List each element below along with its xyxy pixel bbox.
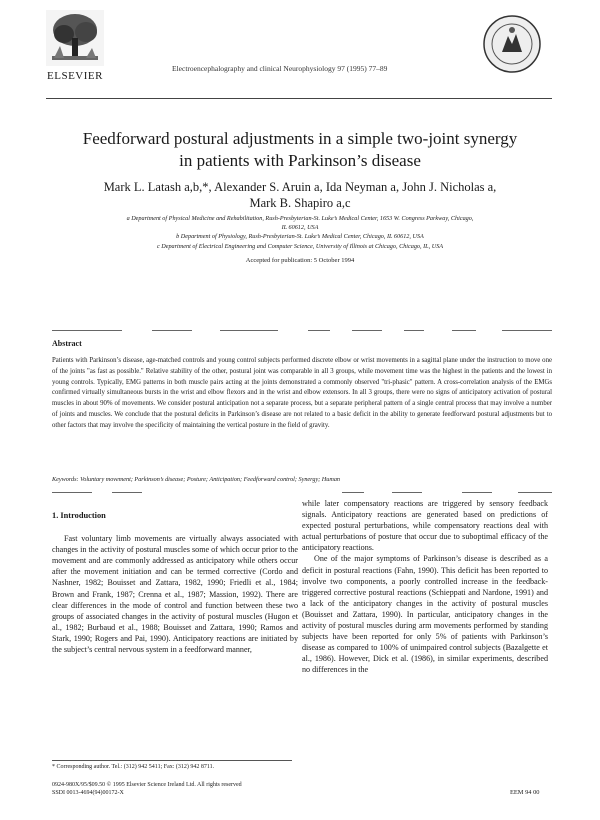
affiliations: [50, 214, 550, 251]
article-title: [60, 128, 540, 172]
keywords: Keywords: Voluntary movement; Parkinson’s disease; Posture; Anticipation; Feedforward control; Synergy; Human: [52, 476, 341, 483]
journal-citation: Electroencephalography and clinical Neurophysiology 97 (1995) 77–89: [172, 64, 388, 73]
journal-seal-icon: [482, 14, 542, 74]
author-list: [60, 179, 540, 211]
affiliation-line: IL 60612, USA: [281, 224, 319, 232]
section-divider: [52, 330, 552, 334]
title-line: in patients with Parkinson’s disease: [179, 151, 421, 170]
corresponding-author-footnote: * Corresponding author. Tel.: (312) 942 5411; Fax: (312) 942 8711.: [52, 760, 292, 770]
authors-line: Mark L. Latash a,b,*, Alexander S. Aruin a, Ida Neyman a, John J. Nicholas a,: [103, 180, 497, 194]
affiliation-line: c Department of Electrical Engineering and Computer Science, University of Illinois at Chicago, Chicago, IL, USA: [156, 242, 444, 250]
body-paragraph: Fast voluntary limb movements are virtually always associated with changes in the activity of postural muscles some of which occur prior to the movement and are commonly addressed as anticipatory while others occur after the movement initiation and can be termed corrective (Cordo and Nashner, 1982; Bouisset and Zattara, 1982, 1990; Friedli et al., 1984; Brown and Frank, 1987; Crenna et al., 1987; Massion, 1992). There are clear differences in the mode of control and function between these two groups of associated changes in the activity of postural muscles (Hugon et al., 1982; Burbaud et al., 1988; Bouisset and Zattara, 1990; Ramos and Stark, 1990; Rogers and Pai, 1990). Anticipatory reactions are initiated by the subject’s central nervous system in a feedforward manner,: [52, 534, 298, 655]
abstract-heading: Abstract: [52, 339, 82, 348]
affiliation-line: b Department of Physiology, Rush-Presbyterian-St. Luke’s Medical Center, Chicago, IL 60612, USA: [176, 233, 424, 241]
keywords-divider: [52, 492, 552, 496]
copyright-notice: [52, 781, 352, 798]
copyright-line: 0924-980X/95/$09.50 © 1995 Elsevier Science Ireland Ltd. All rights reserved: [52, 782, 242, 788]
elsevier-logo: [46, 10, 104, 82]
elsevier-tree-icon: [46, 10, 104, 66]
body-paragraph: while later compensatory reactions are triggered by sensory feedback signals. Anticipatory reactions are generated based on predictions of expected postural perturbations, while compensatory reactions deal with actual perturbations of posture that occur due to suboptimal efficacy of the anticipatory reactions.: [302, 499, 548, 553]
copyright-line: SSDI 0013-4694(94)00172-X: [52, 790, 124, 797]
abstract-text: Patients with Parkinson’s disease, age-matched controls and young control subjects performed discrete elbow or wrist movements in a sagittal plane under the instruction to move one of the joints "as fast as possible." Relative stability of the other, postural joint was comparable in all 3 groups, while movement time was the highest in the patients and the lowest in young controls. Typically, EMG patterns in both muscle pairs acting at the joints demonstrated a commonly observed "tri-phasic" pattern. A cross-correlation analysis of the EMGs confirmed virtually simultaneous bursts in the wrist and elbow flexors and in the wrist and elbow extensors. In all 3 groups, there were no signs of anticipatory activation of postural muscles in about 90% of movements. We consider postural anticipation not a separate process, but a separate peripheral pattern of a single central process that may involve a number of joints and muscles. We conclude that the postural deficits in Parkinson’s disease are not related to a basic deficit in the ability to generate feedforward postural adjustments but to other factors that may involve the specificity of maintaining the vertical posture in the field of gravity.: [52, 357, 552, 429]
title-line: Feedforward postural adjustments in a simple two-joint synergy: [82, 129, 518, 148]
right-column: [302, 498, 548, 676]
header-rule: [46, 98, 552, 99]
authors-line: Mark B. Shapiro a,c: [249, 196, 351, 210]
introduction-heading: 1. Introduction: [52, 511, 106, 520]
publisher-name: ELSEVIER: [47, 70, 103, 82]
affiliation-line: a Department of Physical Medicine and Rehabilitation, Rush-Presbyterian-St. Luke’s Medical Center, 1653 W. Congress Parkway, Chicago,: [126, 215, 474, 222]
manuscript-code: EEM 94 00: [510, 789, 540, 796]
accepted-date: Accepted for publication: 5 October 1994: [245, 257, 355, 264]
left-column: [52, 510, 298, 655]
body-paragraph: One of the major symptoms of Parkinson’s disease is described as a deficit in postural reactions (Fahn, 1990). This deficit has been reported to involve two components, a poorly controlled increase in the feedback-triggered corrective postural reactions (Schieppati and Nardone, 1991) and a lack of the anticipatory changes in the activity of postural muscles (Bouisset and Zattara, 1990). In particular, anticipatory changes in the activity of postural muscles during arm movements performed by standing subjects have been reported for only 5% of patients with Parkinson’s disease as compared to 100% of unimpaired control subjects (Bazalgette et al., 1986). However, Dick et al. (1986), in similar experiments, described no differences in the: [302, 554, 548, 675]
